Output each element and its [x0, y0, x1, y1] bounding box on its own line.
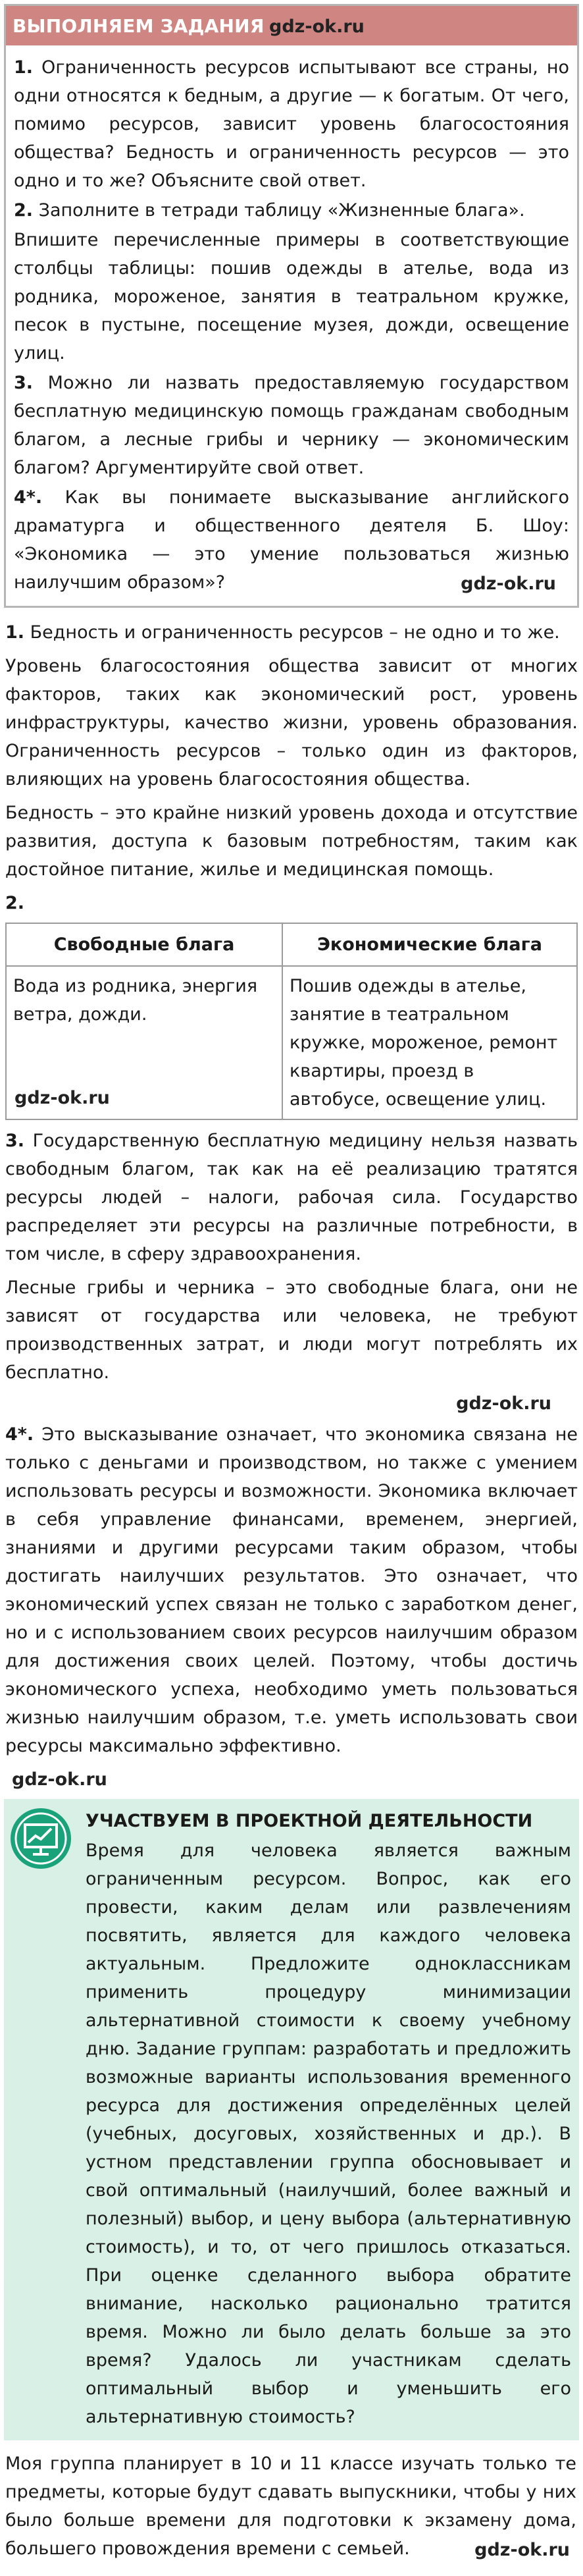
question-text: Заполните в тетради таблицу «Жизненные блага». [33, 200, 525, 221]
column-header-free: Свободные блага [6, 923, 282, 966]
task-body [6, 45, 577, 606]
answer-1 [5, 618, 578, 647]
answer-2 [5, 889, 578, 917]
cell-text: Вода из родника, энергия ветра, дожди. [13, 976, 258, 1025]
table-header-row [6, 923, 577, 966]
watermark: gdz-ok.ru [456, 1393, 551, 1414]
watermark-row [5, 1389, 578, 1418]
presentation-board-icon [9, 1807, 72, 1870]
project-content [86, 1807, 571, 2431]
watermark: gdz-ok.ru [14, 1088, 110, 1108]
task-box [4, 4, 579, 608]
question-text: Можно ли назвать предоставляемую государством бесплатную медицинскую помощь гражданам свободным благом, а лесные грибы и чернику — экономическим благом? Аргументируйте свой ответ. [14, 373, 569, 478]
watermark-row [5, 1765, 578, 1794]
goods-table [5, 923, 578, 1120]
answer-number: 3. [5, 1131, 25, 1151]
answer-3 [5, 1127, 578, 1268]
question-number: 4*. [14, 487, 43, 508]
watermark: gdz-ok.ru [474, 2540, 570, 2560]
question-3 [14, 369, 569, 482]
project-box [4, 1799, 579, 2440]
watermark: gdz-ok.ru [269, 16, 365, 37]
question-text: Ограниченность ресурсов испытывают все страны, но одни относятся к бедным, а другие — к богатым. От чего, помимо ресурсов, зависит уровень благосостояния общества? Бедность и ограниченность ресурсов — это одно и то же? Объясните свой ответ. [14, 57, 569, 191]
project-text: Время для человека является важным ограниченным ресурсом. Вопрос, как его провести, каким делам или развлечениям посвятить, является для каждого человека актуальным. Предложите одноклассникам применить процедуру минимизации альтернативной стоимости к своему учебному дню. Задание группам: разработать и предложить возможные варианты использования временного ресурса для достижения определённых целей (учебных, досуговых, хозяйственных и др.). В устном представлении группа обосновывает и свой оптимальный (наилучший, более важный и полезный) выбор, и цену выбора (альтернативную стоимость), и то, от чего пришлось отказаться. При оценке сделанного выбора обратите внимание, насколько рационально тратится время. Можно ли было делать больше за это время? Удалось ли участникам сделать оптимальный выбор и уменьшить его альтернативную стоимость? [86, 1840, 571, 2427]
answer-text: Бедность и ограниченность ресурсов – не одно и то же. [24, 622, 560, 643]
project-title: УЧАСТВУЕМ В ПРОЕКТНОЙ ДЕЯТЕЛЬНОСТИ [86, 1811, 533, 1831]
watermark: gdz-ok.ru [461, 574, 556, 594]
answers [0, 614, 583, 1794]
task-header [6, 6, 577, 45]
question-text: Как вы понимаете высказывание английского драматурга и общественного деятеля Б. Шоу: «Экономика — это умение пользоваться жизнью наилучшим образом»? [14, 487, 569, 593]
answer-3-paragraph: Лесные грибы и черника – это свободные блага, они не зависят от государства или человека, не требуют производственных затрат, и люди могут потреблять их бесплатно. [5, 1277, 578, 1383]
final-answer [0, 2440, 583, 2563]
answer-text: Это высказывание означает, что экономика связана не только с деньгами и производством, но также с умением использовать ресурсы и возможности. Экономика включает в себя управление финансами, временем, энергией, знаниями и другими ресурсами таким образом, чтобы достигать наилучших результатов. Это означает, что экономический успех связан не только с заработком денег, но и с использованием своих ресурсов наилучшим образом для достижения своих целей. Поэтому, чтобы достичь экономического успеха, необходимо уметь пользоваться жизнью наилучшим образом, т.е. уметь использовать свои ресурсы максимально эффективно. [5, 1424, 578, 1756]
final-answer-text: Моя группа планирует в 10 и 11 классе изучать только те предметы, которые будут сдавать выпускники, чтобы у них было больше времени для подготовки к экзамену дома, большего провождения времени с семьей. [5, 2454, 576, 2559]
answer-number: 4*. [5, 1424, 34, 1445]
question-2 [14, 196, 569, 225]
answer-1-paragraph: Бедность – это крайне низкий уровень дохода и отсутствие развития, доступа к базовым потребностям, таким как достойное питание, жилье и медицинская помощь. [5, 803, 578, 880]
question-number: 1. [14, 57, 34, 78]
answer-1-paragraph: Уровень благосостояния общества зависит от многих факторов, таких как экономический рост, уровень инфраструктуры, качество жизни, уровень образования. Ограниченность ресурсов – только один из факторов, влияющих на уровень благосостояния общества. [5, 656, 578, 790]
table-cell-free [6, 966, 282, 1119]
answer-4 [5, 1420, 578, 1760]
table-cell-economic: Пошив одежды в ателье, занятие в театральном кружке, мороженое, ремонт квартиры, проезд в автобусе, освещение улиц. [282, 966, 577, 1119]
task-header-title: ВЫПОЛНЯЕМ ЗАДАНИЯ [13, 14, 265, 37]
answer-text: Государственную бесплатную медицину нельзя назвать свободным благом, так как на её реализацию тратятся ресурсы людей – налоги, рабочая сила. Государство распределяет эти ресурсы на различные потребности, в том числе, в сферу здравоохранения. [5, 1131, 578, 1264]
question-2-instructions: Впишите перечисленные примеры в соответствующие столбцы таблицы: пошив одежды в ателье, вода из родника, мороженое, занятия в театральном кружке, песок в пустыне, посещение музея, дожди, освещение улиц. [14, 230, 569, 363]
question-1 [14, 53, 569, 195]
answer-number: 2. [5, 893, 25, 913]
page [0, 4, 583, 2576]
watermark: gdz-ok.ru [12, 1769, 107, 1790]
table-row [6, 966, 577, 1119]
question-number: 3. [14, 373, 34, 393]
answer-number: 1. [5, 622, 25, 643]
column-header-economic: Экономические блага [282, 923, 577, 966]
question-number: 2. [14, 200, 34, 221]
